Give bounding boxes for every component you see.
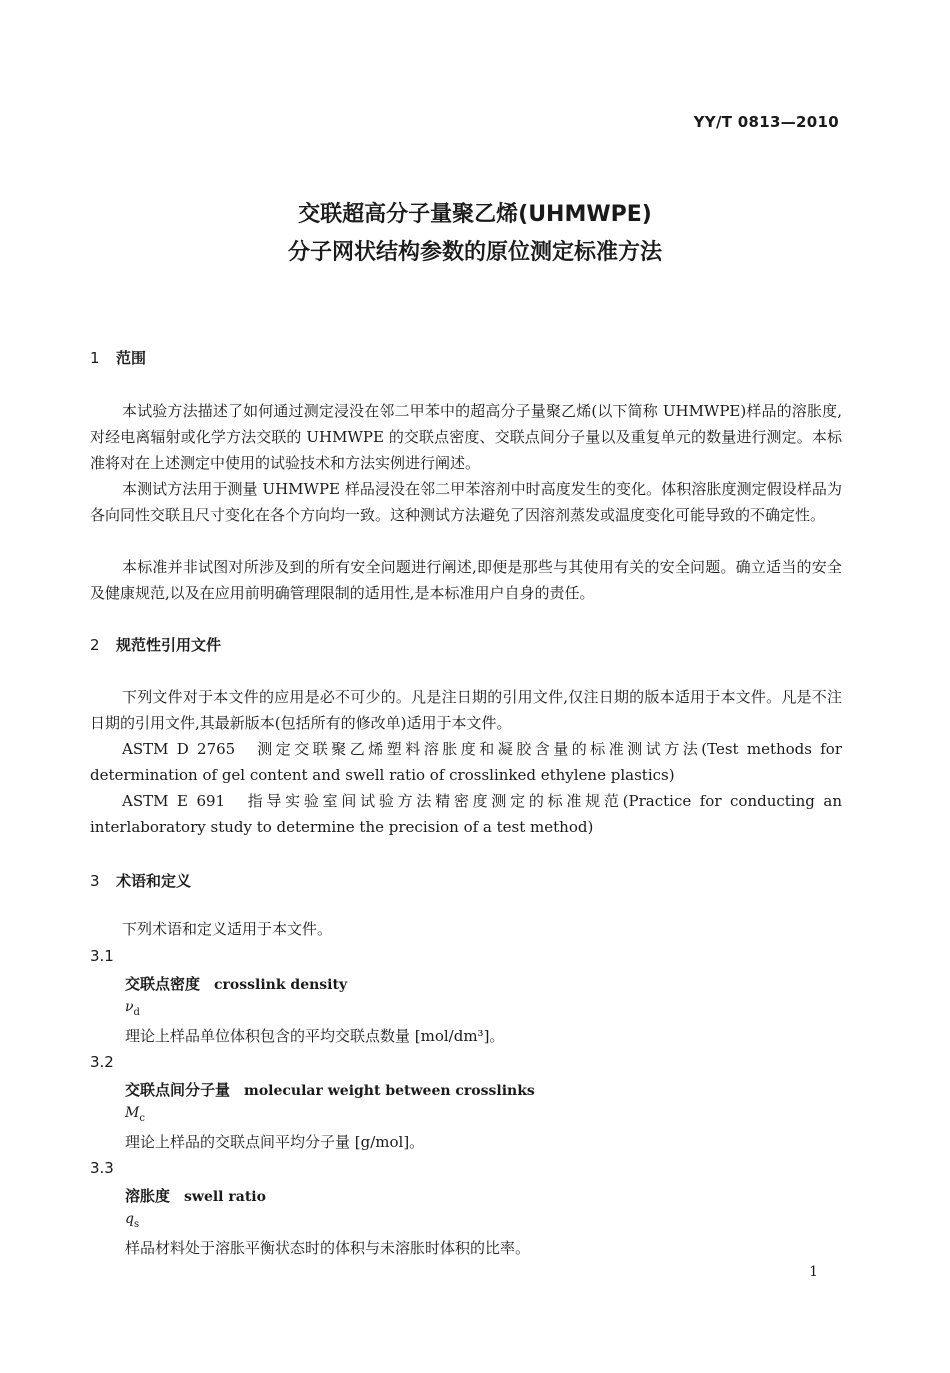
term-definition: 样品材料处于溶胀平衡状态时的体积与未溶胀时体积的比率。 (125, 1239, 531, 1257)
reference-astm-d2765: ASTM D 2765 测定交联聚乙烯塑料溶胀度和凝胶含量的标准测试方法(Test methods for determination of gel content and swell ratio of crosslinked ethylene plastics) (90, 740, 842, 784)
term-name-en: swell ratio (184, 1189, 266, 1205)
symbol-base: q (125, 1211, 134, 1227)
page-number: 1 (809, 1264, 818, 1280)
reference-astm-e691: ASTM E 691 指导实验室间试验方法精密度测定的标准规范(Practice for conducting an interlaboratory study to determine the precision of a test method) (90, 792, 842, 836)
term-name-line (125, 1185, 266, 1206)
term-name-en: molecular weight between crosslinks (244, 1083, 535, 1099)
term-symbol (125, 1211, 139, 1230)
term-name-cn: 溶胀度 (125, 1187, 171, 1205)
term-definition: 理论上样品单位体积包含的平均交联点数量 [mol/dm³]。 (125, 1027, 505, 1045)
document-title (0, 196, 950, 272)
term-number: 3.1 (90, 947, 114, 965)
section-1-paragraph-3: 本标准并非试图对所涉及到的所有安全问题进行阐述,即便是那些与其使用有关的安全问题。确立适当的安全及健康规范,以及在应用前明确管理限制的适用性,是本标准用户自身的责任。 (90, 558, 842, 602)
term-symbol (125, 1105, 145, 1124)
title-line-2: 分子网状结构参数的原位测定标准方法 (287, 240, 662, 265)
section-2-paragraph-1: 下列文件对于本文件的应用是必不可少的。凡是注日期的引用文件,仅注日期的版本适用于本文件。凡是不注日期的引用文件,其最新版本(包括所有的修改单)适用于本文件。 (90, 688, 842, 732)
section-2-heading (90, 634, 221, 655)
symbol-subscript: d (133, 1006, 140, 1018)
term-number: 3.3 (90, 1159, 114, 1177)
term-name-line (125, 1079, 535, 1100)
symbol-subscript: s (133, 1218, 140, 1230)
section-number: 2 (90, 636, 100, 654)
section-1-paragraph-1: 本试验方法描述了如何通过测定浸没在邻二甲苯中的超高分子量聚乙烯(以下简称 UHMWPE)样品的溶胀度,对经电离辐射或化学方法交联的 UHMWPE 的交联点密度、交联点间分子量以及重复单元的数量进行测定。本标准将对在上述测定中使用的试验技术和方法实例进行阐述。 (90, 402, 842, 472)
term-definition: 理论上样品的交联点间平均分子量 [g/mol]。 (125, 1133, 425, 1151)
section-title: 规范性引用文件 (116, 636, 222, 654)
section-number: 3 (90, 872, 100, 890)
term-symbol (125, 999, 140, 1018)
term-name-cn: 交联点间分子量 (125, 1081, 231, 1099)
symbol-base: ν (125, 999, 134, 1015)
symbol-base: M (125, 1105, 140, 1121)
section-3-intro: 下列术语和定义适用于本文件。 (122, 920, 333, 938)
term-name-line (125, 973, 347, 994)
term-number: 3.2 (90, 1053, 114, 1071)
section-3-heading (90, 870, 191, 891)
section-title: 术语和定义 (116, 872, 192, 890)
standard-code: YY/T 0813—2010 (693, 113, 839, 131)
title-line-1: 交联超高分子量聚乙烯(UHMWPE) (298, 202, 652, 227)
term-name-en: crosslink density (214, 977, 348, 993)
section-number: 1 (90, 349, 100, 367)
section-1-paragraph-2: 本测试方法用于测量 UHMWPE 样品浸没在邻二甲苯溶剂中时高度发生的变化。体积溶胀度测定假设样品为各向同性交联且尺寸变化在各个方向均一致。这种测试方法避免了因溶剂蒸发或温度变化可能导致的不确定性。 (90, 480, 842, 524)
section-1-heading (90, 347, 146, 368)
symbol-subscript: c (139, 1112, 145, 1124)
term-name-cn: 交联点密度 (125, 975, 201, 993)
section-title: 范围 (116, 349, 147, 367)
